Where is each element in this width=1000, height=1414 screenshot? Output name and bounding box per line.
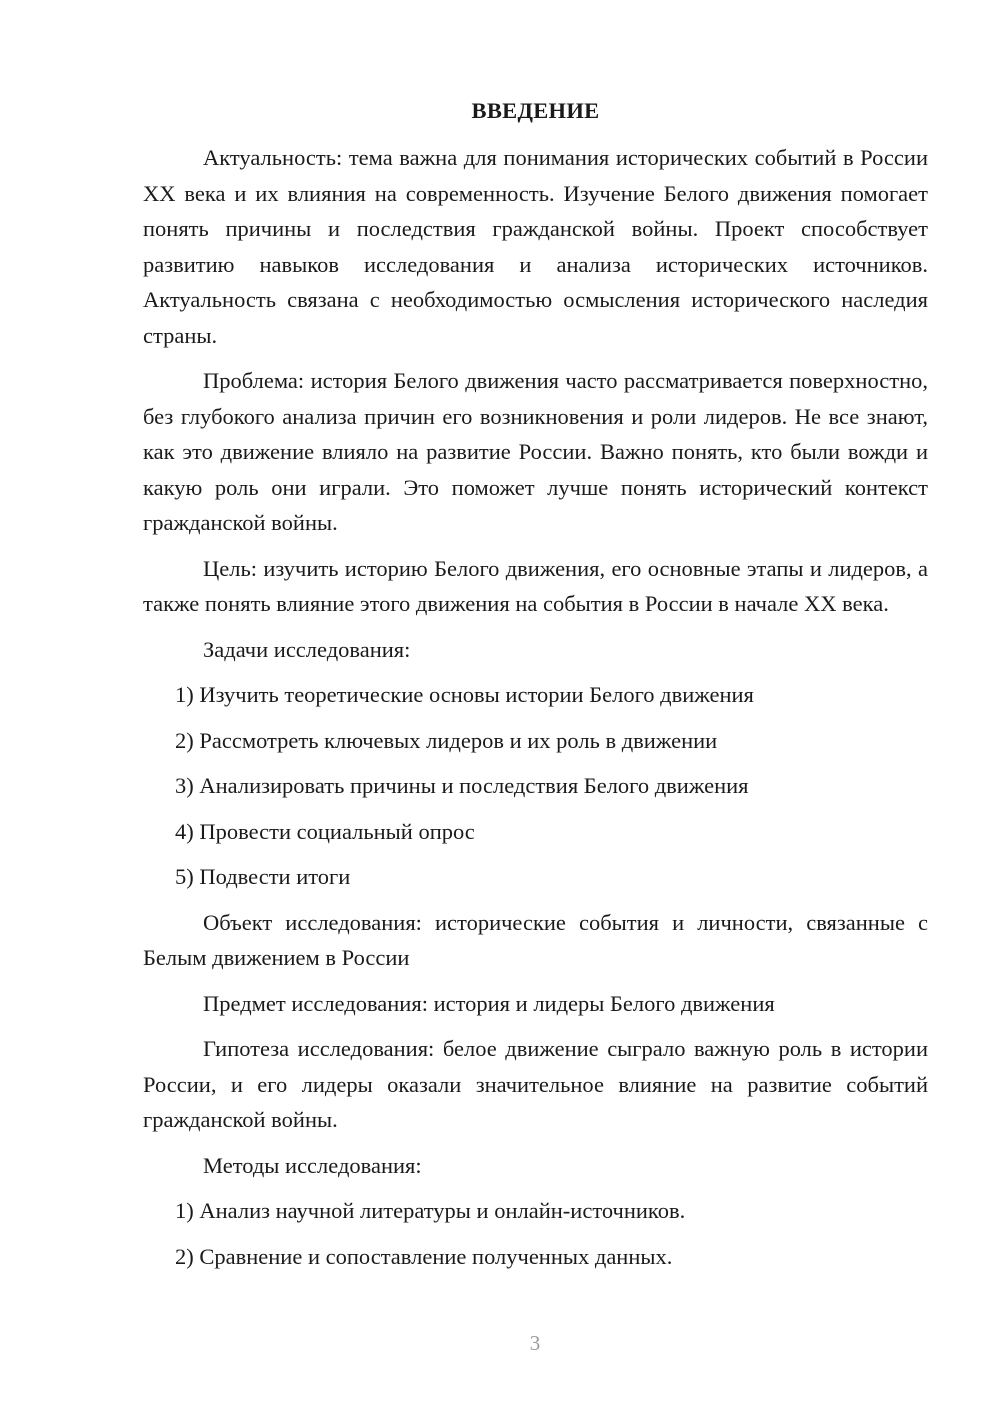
section-heading: ВВЕДЕНИЕ	[471, 98, 600, 123]
problem-paragraph: Проблема: история Белого движения часто рассматривается поверхностно, без глубокого анализа причин его возникновения и роли лидеров. Не все знают, как это движение влияло на развитие России. Важно понять, кто были вожди и какую роль они играли. Это поможет лучше понять исторический контекст гражданской войны.	[143, 368, 928, 535]
list-item: 4) Провести социальный опрос	[175, 818, 475, 844]
subject-paragraph: Предмет исследования: история и лидеры Белого движения	[203, 990, 775, 1016]
list-item: 2) Рассмотреть ключевых лидеров и их роль в движении	[175, 727, 718, 753]
relevance-paragraph: Актуальность: тема важна для понимания исторических событий в России XX века и их влияния на современность. Изучение Белого движения помогает понять причины и последствия гражданской войны. Проект способствует развитию навыков исследования и анализа исторических источников. Актуальность связана с необходимостью осмысления исторического наследия страны.	[143, 145, 928, 348]
methods-list	[143, 1193, 928, 1274]
hypothesis-paragraph: Гипотеза исследования: белое движение сыграло важную роль в истории России, и его лидеры оказали значительное влияние на развитие событий гражданской войны.	[143, 1036, 928, 1132]
goal-paragraph: Цель: изучить историю Белого движения, его основные этапы и лидеров, а также понять влияние этого движения на события в России в начале XX века.	[143, 555, 928, 616]
list-item: 1) Анализ научной литературы и онлайн-источников.	[175, 1198, 686, 1223]
page-number: 3	[529, 1331, 541, 1355]
page-content	[143, 94, 928, 1284]
list-item: 5) Подвести итоги	[175, 864, 351, 889]
tasks-title: Задачи исследования:	[203, 636, 411, 662]
object-paragraph: Объект исследования: исторические события и личности, связанные с Белым движением в России	[143, 909, 928, 970]
list-item: 2) Сравнение и сопоставление полученных данных.	[175, 1243, 673, 1269]
list-item: 1) Изучить теоретические основы истории Белого движения	[175, 682, 754, 707]
methods-title: Методы исследования:	[203, 1152, 422, 1178]
tasks-list	[143, 677, 928, 895]
list-item: 3) Анализировать причины и последствия Белого движения	[175, 773, 749, 798]
